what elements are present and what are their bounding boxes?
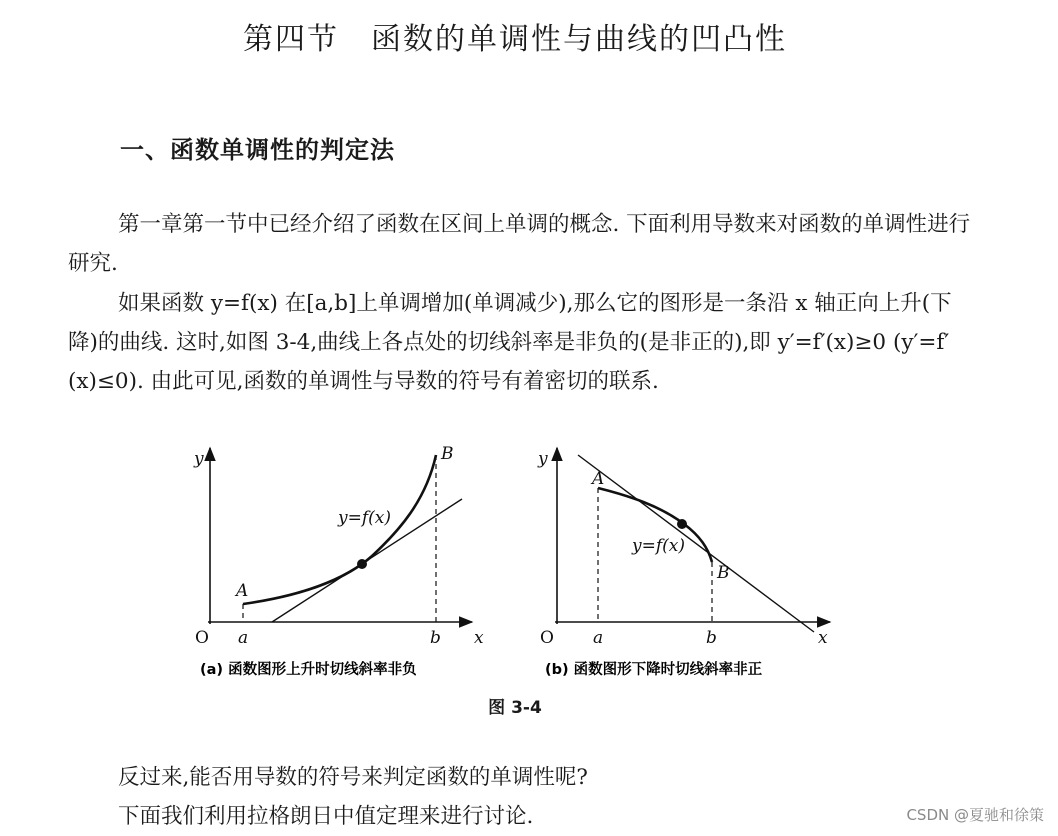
paragraph-1: 第一章第一节中已经介绍了函数在区间上单调的概念. 下面利用导数来对函数的单调性进行研究.: [68, 212, 971, 276]
graph-a-y-label: y: [194, 449, 204, 469]
graph-b-point-b: B: [717, 563, 730, 583]
graph-a-point-b: B: [441, 444, 454, 464]
graph-b: [537, 448, 830, 678]
graph-b-tangent: [578, 455, 814, 632]
paragraph-3: 反过来,能否用导数的符号来判定函数的单调性呢?: [118, 765, 588, 790]
graph-b-origin: O: [540, 628, 554, 648]
paragraph-2: 如果函数 y=f(x) 在[a,b]上单调增加(单调减少),那么它的图形是一条沿 x 轴正向上升(下降)的曲线. 这时,如图 3-4,曲线上各点处的切线斜率是非负的(是非正的),即 y′=f′(x)≥0 (y′=f′(x)≤0). 由此可见,函数的单调性与导数的符号有着密切的联系.: [68, 291, 952, 394]
page-title: 第四节 函数的单调性与曲线的凹凸性: [243, 22, 787, 57]
graph-a-curve-label: y=f(x): [338, 508, 391, 528]
graph-a-caption: (a) 函数图形上升时切线斜率非负: [200, 662, 417, 678]
graph-b-tangent-point: [677, 519, 687, 529]
graph-a-curve: [243, 455, 436, 604]
graph-a-tangent-point: [357, 559, 367, 569]
section-heading: 一、函数单调性的判定法: [120, 136, 395, 164]
graph-a-tick-b: b: [430, 628, 441, 648]
graph-b-curve-label: y=f(x): [632, 536, 685, 556]
graph-b-point-a: A: [592, 469, 605, 489]
graph-a-x-label: x: [474, 628, 484, 648]
graph-b-caption: (b) 函数图形下降时切线斜率非正: [545, 662, 763, 678]
graph-a: [193, 444, 484, 678]
watermark: CSDN @夏驰和徐策: [906, 806, 1044, 824]
paragraph-4: 下面我们利用拉格朗日中值定理来进行讨论.: [118, 804, 534, 829]
graph-a-origin: O: [195, 628, 209, 648]
graph-b-tick-b: b: [706, 628, 717, 648]
graph-b-x-label: x: [818, 628, 828, 648]
figure-number: 图 3-4: [488, 698, 542, 718]
graph-b-y-label: y: [538, 449, 548, 469]
graph-a-tick-a: a: [238, 628, 249, 648]
graph-a-point-a: A: [236, 581, 249, 601]
graph-b-tick-a: a: [593, 628, 604, 648]
